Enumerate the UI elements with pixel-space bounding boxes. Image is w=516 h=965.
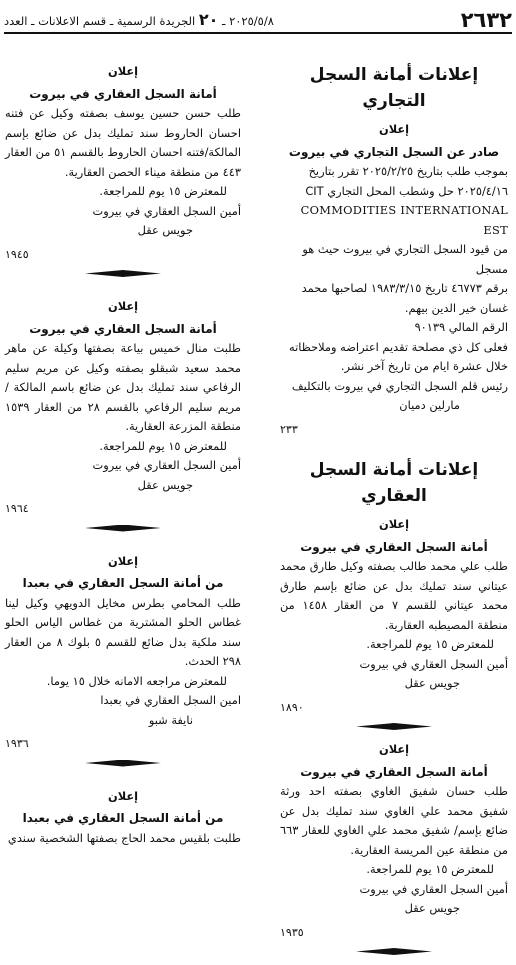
notice-line: خلال عشرة ايام من تاريخ آخر نشر.	[340, 359, 508, 373]
signer-name: نايفة شبو	[148, 712, 193, 727]
signer-name: جويس عقل	[137, 223, 193, 237]
page-number: ٢٦٣٢	[460, 8, 512, 32]
notice-line: الرقم المالي ٩٠١٣٩	[414, 320, 508, 334]
notice-text: طلب المحامي بطرس مخايل الدويهي وكيل لينا غطاس الحلو المشترية من غطاس الياس الحلو سند ملكية بدل ضائع للقسم ٥ بلوك ٨ من العقار ٢٩٨ الحدث.	[5, 595, 241, 668]
notice	[5, 297, 241, 532]
notice	[280, 740, 508, 955]
notice-subtitle: صادر عن السجل التجاري في بيروت	[288, 144, 500, 159]
signer-title: أمين السجل العقاري في بيروت	[92, 203, 241, 218]
signer-name: جويس عقل	[404, 676, 460, 690]
commercial-notice-body	[280, 162, 508, 416]
signer-title: امين السجل العقاري في بعبدا	[100, 693, 241, 707]
notice-text: طلب حسن حسين يوسف بصفته وكيل عن فتنه احسان الحاروط سند تمليك بدل عن ضائع بإسم المالكة/فتنه احسان الحاروط بالقسم ٥١ من العقار ٤٤٣ من منطقة ميناء الحصن العقارية.	[5, 106, 241, 179]
signer-name: جويس عقل	[137, 477, 193, 492]
separator-ornament	[356, 948, 432, 955]
notice-label: إعلان	[378, 742, 410, 756]
objection-text: للمعترض ١٥ يوم للمراجعة.	[366, 637, 494, 651]
header-publication: الجريدة الرسمية ـ قسم الاعلانات ـ العدد	[4, 14, 196, 28]
notice-text: طلب علي محمد طالب بصفته وكيل طارق محمد عيتاني سند تمليك بدل عن ضائع بإسم طارق محمد عيتاني للقسم ٧ من العقار ١٤٥٨ من منطقة المصيطبه العقارية.	[280, 559, 508, 632]
notice-number: ١٩٤٥	[5, 247, 29, 261]
signatory-name: مارلين دميان	[399, 398, 460, 412]
notice-label: إعلان	[107, 64, 139, 78]
notice-subtitle: أمانة السجل العقاري في بيروت	[300, 539, 488, 554]
notice-text: طلبت بلقيس محمد الحاج بصفتها الشخصية سندي	[7, 830, 241, 845]
right-column	[280, 42, 508, 965]
commercial-section-title: إعلانات أمانة السجل التجاري	[309, 65, 479, 111]
objection-text: للمعترض ١٥ يوم للمراجعة.	[99, 184, 227, 198]
notice-number: ١٩٦٤	[5, 502, 29, 515]
notice-line: بموجب طلب بتاريخ ٢٠٢٥/٢/٢٥ تقرر بتاريخ	[308, 164, 508, 178]
page-header	[4, 6, 512, 34]
notice-line: برقم ٤٦٧٧٣ تاريخ ١٩٨٣/٣/١٥ لصاحبها محمد	[301, 281, 508, 295]
notice-number: ١٩٣٥	[280, 925, 304, 939]
objection-text: للمعترض ١٥ يوم للمراجعة.	[366, 862, 494, 876]
notice-subtitle: من أمانة السجل العقاري في بعبدا	[22, 576, 224, 590]
separator-ornament	[85, 760, 161, 767]
notice-subtitle: من أمانة السجل العقاري في بعبدا	[22, 811, 224, 825]
notice-label: إعلان	[378, 517, 410, 531]
notice-label: إعلان	[107, 299, 139, 313]
notice	[5, 62, 241, 277]
signer-title: أمين السجل العقاري في بيروت	[359, 881, 508, 896]
objection-text: للمعترض مراجعه الامانه خلال ١٥ يوما.	[46, 673, 227, 688]
signer-title: أمين السجل العقاري في بيروت	[359, 656, 508, 671]
header-meta: ٢٠٢٥/٥/٨ ـ ٢٠ الجريدة الرسمية ـ قسم الاعلانات ـ العدد	[4, 10, 274, 29]
notice-number: ٢٣٣	[280, 422, 298, 436]
notice-subtitle: أمانة السجل العقاري في بيروت	[29, 86, 217, 101]
notice-label: إعلان	[378, 122, 410, 136]
signer-name: جويس عقل	[404, 901, 460, 915]
separator-ornament	[85, 270, 161, 277]
separator-ornament	[85, 525, 161, 532]
notice-label: إعلان	[107, 788, 139, 803]
notice-subtitle: أمانة السجل العقاري في بيروت	[300, 764, 488, 779]
notice	[280, 515, 508, 730]
notice-line: غسان خير الدين بيهم.	[404, 300, 508, 315]
notice	[5, 552, 241, 767]
notice-line: من قيود السجل التجاري في بيروت حيث هو مسجل	[302, 242, 508, 276]
separator-ornament	[356, 723, 432, 730]
notice-subtitle: أمانة السجل العقاري في بيروت	[29, 321, 217, 336]
notice-line: فعلى كل ذي مصلحة تقديم اعتراضه وملاحظاته	[289, 339, 508, 354]
notice-text: طلب حسان شفيق الغاوي بصفته احد ورثة شفيق محمد علي الغاوي سند تمليك بدل عن ضائع بإسم/ شفيق محمد علي الغاوي للعقار ٦٦٣ من منطقة عين المريسة العقارية.	[280, 784, 508, 857]
signer-title: أمين السجل العقاري في بيروت	[92, 458, 241, 472]
header-date: ٢٠٢٥/٥/٨	[229, 14, 274, 28]
notice-line: ٢٠٢٥/٤/١٦ حل وشطب المحل التجاري CIT	[305, 183, 508, 198]
real-estate-section-title: إعلانات أمانة السجل العقاري	[309, 460, 479, 506]
objection-text: للمعترض ١٥ يوم للمراجعة.	[99, 438, 227, 453]
notice-text: طلبت منال خميس بياعة بصفتها وكيلة عن ماهر محمد سعيد شبقلو بصفته وكيل عن مريم سليم الرفاعي سند تمليك بدل عن ضائع باسم المالكة / مريم سليم الرفاعي بالقسم ٢٨ من العقار ١٥٣٩ منطقة المزرعة العقارية.	[5, 341, 242, 433]
header-issue-number: ٢٠	[198, 10, 219, 29]
notice-line: COMMODITIES INTERNATIONAL EST	[300, 203, 508, 237]
notice-label: إعلان	[107, 553, 139, 568]
left-column	[5, 42, 241, 848]
notice-number: ١٨٩٠	[280, 700, 304, 714]
notice-number: ١٩٣٦	[5, 737, 29, 750]
notice	[5, 787, 241, 849]
notice-line: رئيس قلم السجل التجاري في بيروت بالتكليف	[291, 378, 508, 393]
